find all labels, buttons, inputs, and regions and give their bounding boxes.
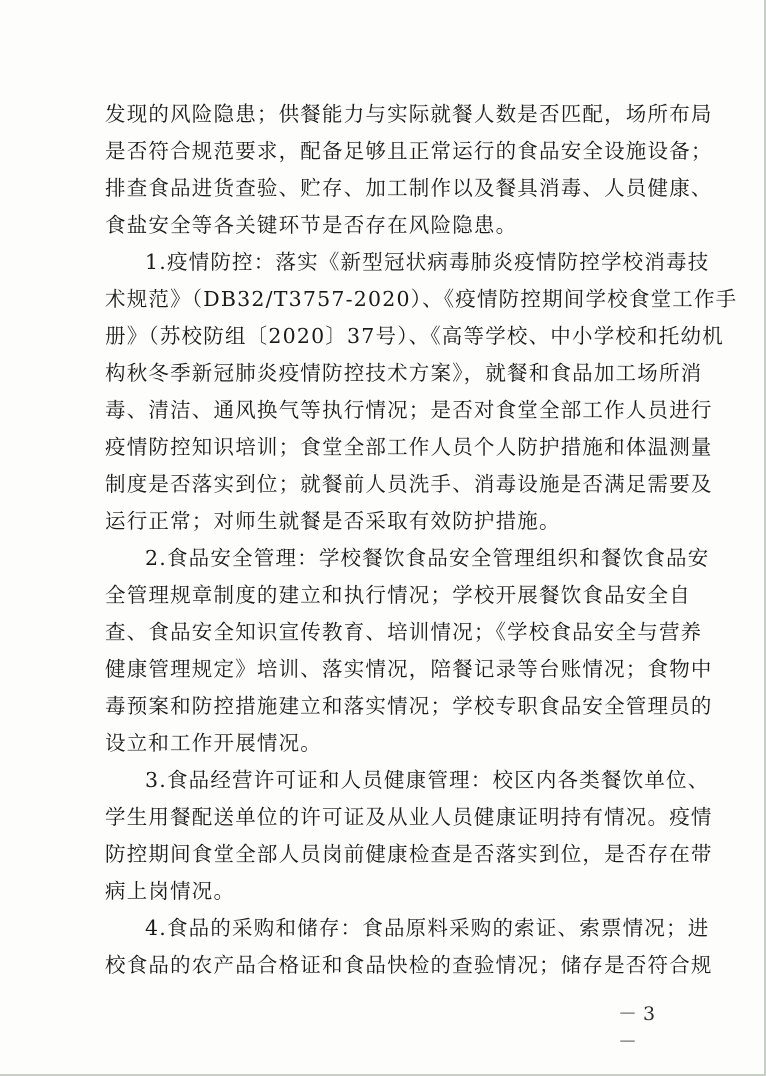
body-text-line: 疫情防控知识培训；食堂全部工作人员个人防护措施和体温测量 — [105, 435, 713, 459]
body-text-line: 术规范》（DB32/T3757-2020）、《疫情防控期间学校食堂工作手 — [105, 287, 738, 311]
body-text-line: 查、食品安全知识宣传教育、培训情况；《学校食品安全与营养 — [105, 620, 703, 644]
section-heading-license-health: 3.食品经营许可证和人员健康管理：校区内各类餐饮单位、 — [145, 768, 710, 792]
body-text-line: 排查食品进货查验、贮存、加工制作以及餐具消毒、人员健康、 — [105, 176, 713, 200]
body-text-line: 设立和工作开展情况。 — [105, 731, 322, 755]
body-text-line: 防控期间食堂全部人员岗前健康检查是否落实到位，是否存在带 — [105, 842, 713, 866]
body-text-line: 食盐安全等各关键环节是否存在风险隐患。 — [105, 213, 518, 237]
body-text-line: 病上岗情况。 — [105, 879, 236, 903]
body-text-line: 发现的风险隐患；供餐能力与实际就餐人数是否匹配，场所布局 — [105, 102, 713, 126]
body-text-line: 构秋冬季新冠肺炎疫情防控技术方案》，就餐和食品加工场所消 — [105, 361, 703, 385]
body-text-line: 学生用餐配送单位的许可证及从业人员健康证明持有情况。疫情 — [105, 805, 713, 829]
body-text-line: 运行正常；对师生就餐是否采取有效防护措施。 — [105, 509, 561, 533]
page-number: － 3 － — [618, 1003, 656, 1053]
body-text-line: 册》（苏校防组〔2020〕37号）、《高等学校、中小学校和托幼机 — [105, 324, 724, 348]
section-heading-food-safety-management: 2.食品安全管理：学校餐饮食品安全管理组织和餐饮食品安 — [145, 546, 710, 570]
body-text-line: 毒预案和防控措施建立和落实情况；学校专职食品安全管理员的 — [105, 694, 713, 718]
body-text-line: 全管理规章制度的建立和执行情况；学校开展餐饮食品安全自 — [105, 583, 691, 607]
body-text-line: 健康管理规定》培训、落实情况，陪餐记录等台账情况；食物中 — [105, 657, 713, 681]
body-text-line: 制度是否落实到位；就餐前人员洗手、消毒设施是否满足需要及 — [105, 472, 713, 496]
body-text-line: 是否符合规范要求，配备足够且正常运行的食品安全设施设备； — [105, 139, 713, 163]
body-text-line: 毒、清洁、通风换气等执行情况；是否对食堂全部工作人员进行 — [105, 398, 713, 422]
section-heading-epidemic-control: 1.疫情防控：落实《新型冠状病毒肺炎疫情防控学校消毒技 — [145, 250, 710, 274]
section-heading-procurement-storage: 4.食品的采购和储存：食品原料采购的索证、索票情况；进 — [145, 916, 710, 940]
body-text-line: 校食品的农产品合格证和食品快检的查验情况；储存是否符合规 — [105, 953, 713, 977]
